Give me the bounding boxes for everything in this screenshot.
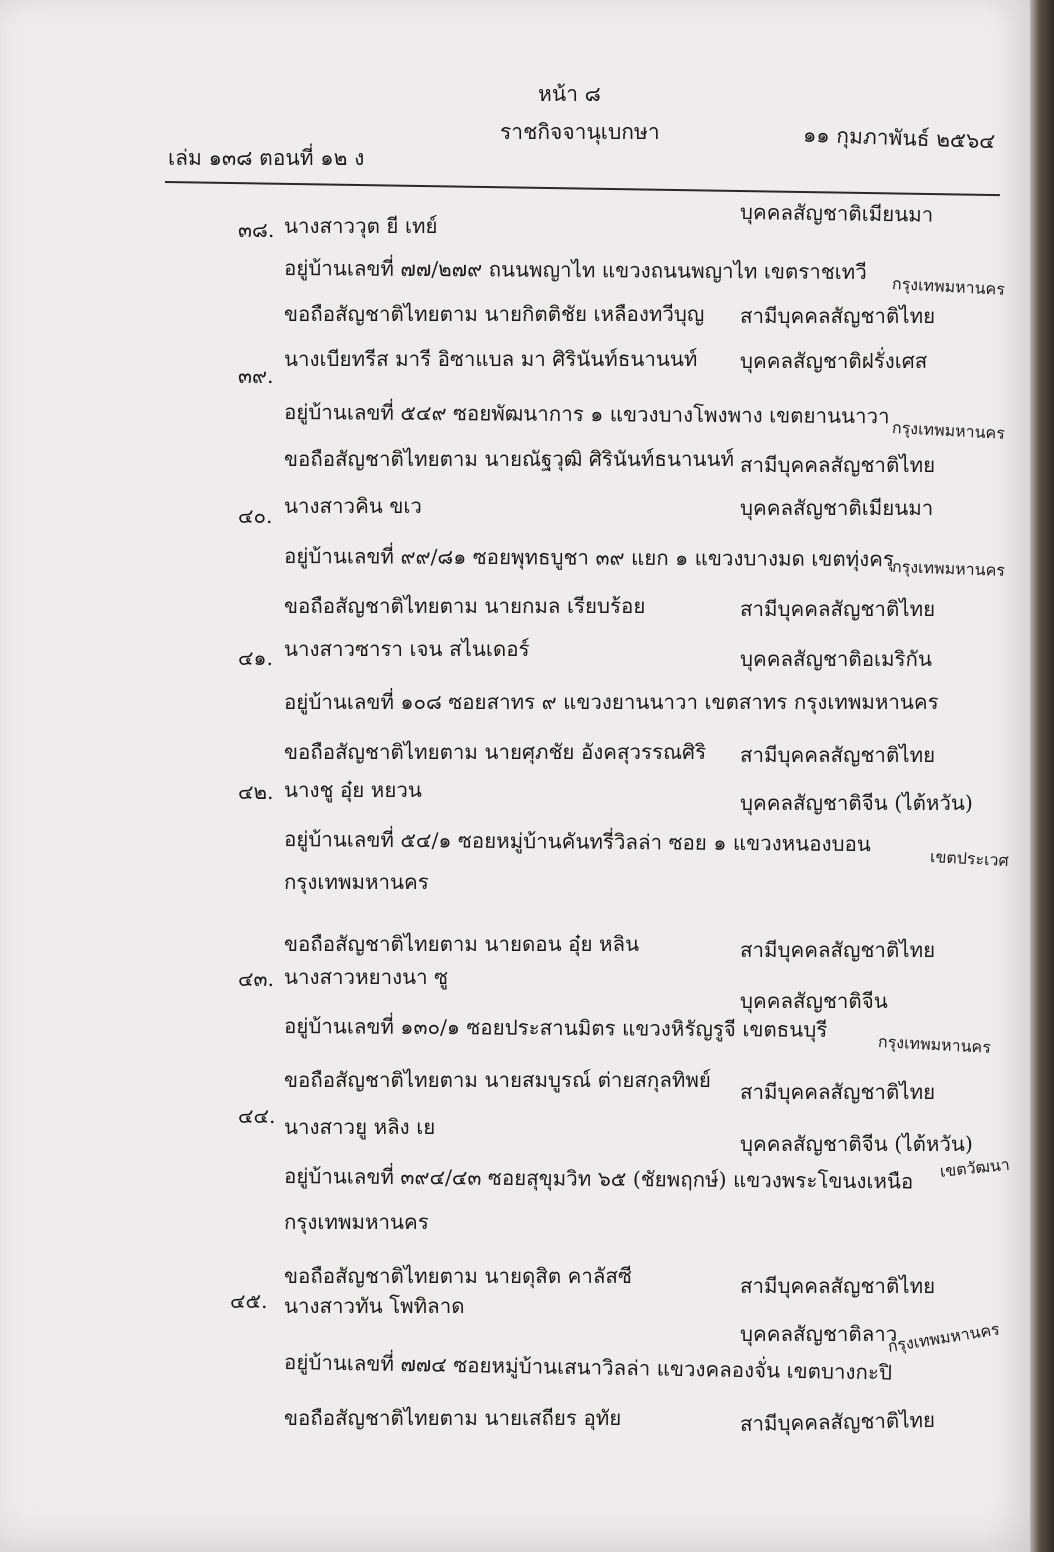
entry-name: นางสาวยู หลิง เย [284, 1115, 436, 1139]
entry-number: ๔๐. [238, 504, 273, 528]
entry-spouse: สามีบุคคลสัญชาติไทย [740, 1274, 936, 1298]
entry-nationality: บุคคลสัญชาติเมียนมา [739, 200, 934, 227]
entry-address-tail: เขตประเวศ [929, 847, 1010, 871]
entry-nationality: บุคคลสัญชาติจีน (ไต้หวัน) [740, 1132, 973, 1156]
entry-name: นางสาวหยางนา ซู [284, 965, 449, 989]
entry-number: ๔๒. [238, 780, 274, 804]
entry-address-line2: กรุงเทพมหานคร [284, 870, 429, 894]
entry-address-line2: กรุงเทพมหานคร [284, 1210, 429, 1234]
entry-claim: ขอถือสัญชาติไทยตาม นายกิตติชัย เหลืองทวีบุญ [284, 302, 705, 326]
entry-spouse: สามีบุคคลสัญชาติไทย [740, 453, 936, 477]
volume-issue: เล่ม ๑๓๘ ตอนที่ ๑๒ ง [168, 146, 365, 170]
entry-address: อยู่บ้านเลขที่ ๕๔/๑ ซอยหมู่บ้านคันทรี่วิลล่า ซอย ๑ แขวงหนองบอน [283, 827, 871, 857]
entry-number: ๔๓. [238, 967, 275, 991]
entry-claim: ขอถือสัญชาติไทยตาม นายศุภชัย อังคสุวรรณศิริ [284, 740, 707, 764]
entry-name: นางสาวซารา เจน สไนเดอร์ [284, 637, 530, 661]
entry-nationality: บุคคลสัญชาติจีน (ไต้หวัน) [740, 791, 973, 815]
entry-claim: ขอถือสัญชาติไทยตาม นายกมล เรียบร้อย [284, 594, 646, 618]
entry-claim: ขอถือสัญชาติไทยตาม นายณัฐวุฒิ ศิรินันท์ธนานนท์ [284, 447, 735, 471]
entry-spouse: สามีบุคคลสัญชาติไทย [740, 938, 936, 962]
entry-address-tail: กรุงเทพมหานคร [886, 1319, 1001, 1356]
entry-name: นางสาวทัน โพทิลาด [284, 1294, 465, 1318]
entry-claim: ขอถือสัญชาติไทยตาม นายดอน อุ๋ย หลิน [284, 932, 640, 956]
entry-spouse: สามีบุคคลสัญชาติไทย [740, 304, 936, 328]
entry-name: นางสาวคิน ขเว [284, 494, 422, 518]
page-number: หน้า ๘ [538, 82, 601, 106]
entry-address-tail: กรุงเทพมหานคร [891, 418, 1006, 443]
gazette-title: ราชกิจจานุเบกษา [500, 120, 660, 144]
entry-address: อยู่บ้านเลขที่ ๙๙/๘๑ ซอยพุทธบูชา ๓๙ แยก ๑ แขวงบางมด เขตทุ่งครุ [283, 544, 894, 572]
entry-name: นางเบียทรีส มารี อิซาแบล มา ศิรินันท์ธนานนท์ [284, 347, 698, 371]
entry-name: นางสาววุต ยี เทย์ [284, 214, 438, 238]
entry-number: ๓๙. [238, 364, 274, 388]
entry-claim: ขอถือสัญชาติไทยตาม นายดุสิต คาลัสซี [284, 1264, 632, 1288]
entry-nationality: บุคคลสัญชาติจีน [740, 989, 888, 1013]
entry-nationality: บุคคลสัญชาติฝรั่งเศส [740, 349, 928, 373]
header-rule [165, 181, 1000, 196]
entry-spouse: สามีบุคคลสัญชาติไทย [740, 1080, 936, 1104]
entry-address: อยู่บ้านเลขที่ ๕๔๙ ซอยพัฒนาการ ๑ แขวงบางโพงพาง เขตยานนาวา [283, 400, 890, 429]
entry-spouse: สามีบุคคลสัญชาติไทย [739, 1407, 936, 1436]
entry-number: ๔๕. [230, 1289, 268, 1313]
entry-address-tail: เขตวัฒนา [938, 1154, 1011, 1181]
entry-number: ๔๔. [238, 1104, 276, 1128]
entry-address: อยู่บ้านเลขที่ ๗๗/๒๗๙ ถนนพญาไท แขวงถนนพญาไท เขตราชเทวี [283, 256, 867, 285]
entry-nationality: บุคคลสัญชาติเมียนมา [740, 496, 934, 520]
publication-date: ๑๑ กุมภาพันธ์ ๒๕๖๔ [802, 122, 996, 154]
entry-spouse: สามีบุคคลสัญชาติไทย [740, 743, 936, 767]
entry-address: อยู่บ้านเลขที่ ๗๗๔ ซอยหมู่บ้านเสนาวิลล่า แขวงคลองจั่น เขตบางกะปิ [283, 1350, 893, 1385]
entry-claim: ขอถือสัญชาติไทยตาม นายสมบูรณ์ ต่ายสกุลทิพย์ [284, 1068, 711, 1092]
entry-address-tail: กรุงเทพมหานคร [891, 274, 1006, 299]
entry-address: อยู่บ้านเลขที่ ๓๙๔/๔๓ ซอยสุขุมวิท ๖๕ (ชัยพฤกษ์) แขวงพระโขนงเหนือ [283, 1164, 914, 1194]
entry-address: อยู่บ้านเลขที่ ๑๓๐/๑ ซอยประสานมิตร แขวงหิรัญรูจี เขตธนบุรี [283, 1014, 828, 1042]
entry-nationality: บุคคลสัญชาติอเมริกัน [740, 647, 932, 671]
book-edge [1030, 0, 1054, 1552]
entry-number: ๔๑. [238, 646, 274, 670]
entry-name: นางชู อุ๋ย หยวน [284, 778, 422, 802]
entry-spouse: สามีบุคคลสัญชาติไทย [740, 597, 936, 621]
entry-number: ๓๘. [238, 218, 275, 242]
entry-address-tail: กรุงเทพมหานคร [877, 1032, 992, 1057]
entry-claim: ขอถือสัญชาติไทยตาม นายเสถียร อุทัย [284, 1406, 622, 1430]
entry-nationality: บุคคลสัญชาติลาว [740, 1322, 898, 1346]
entry-address: อยู่บ้านเลขที่ ๑๐๘ ซอยสาทร ๙ แขวงยานนาวา เขตสาทร กรุงเทพมหานคร [284, 690, 939, 714]
entry-address-tail: กรุงเทพมหานคร [891, 557, 1006, 580]
